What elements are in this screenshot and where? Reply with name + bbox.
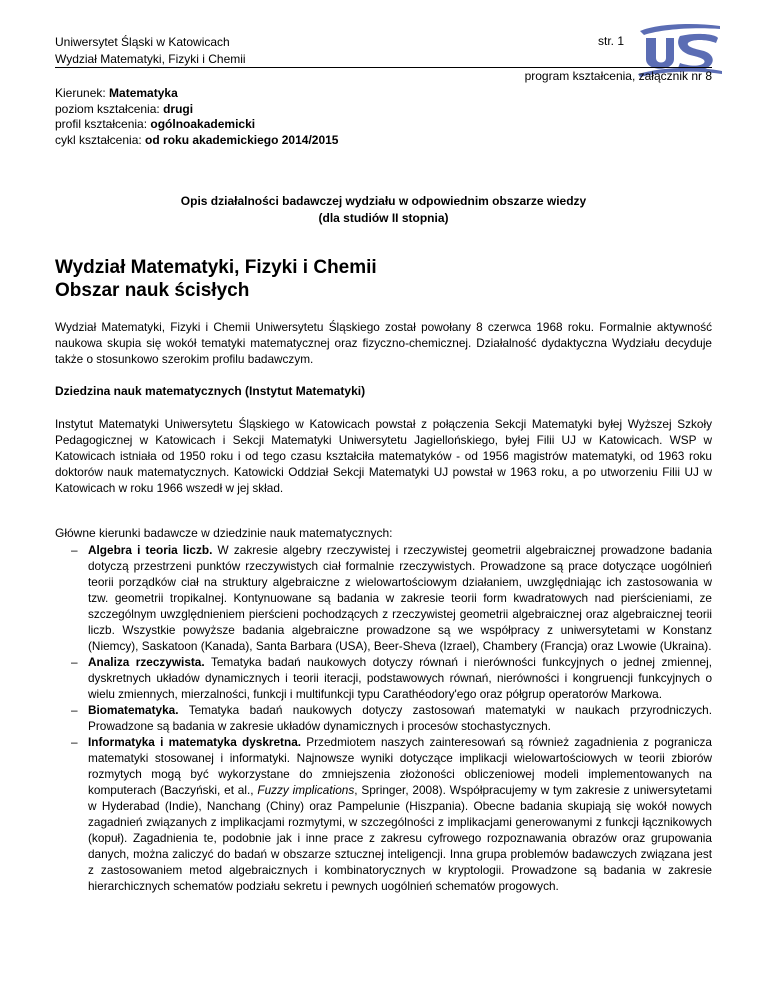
university-name: Uniwersytet Śląski w Katowicach <box>55 35 230 49</box>
logo-letter-u <box>646 38 674 69</box>
logo-swoosh-top <box>640 24 720 35</box>
research-directions-list <box>55 542 712 894</box>
section-main-heading: Wydział Matematyki, Fizyki i Chemii Obszar nauk ścisłych <box>55 257 377 301</box>
program-metadata <box>55 86 338 148</box>
list-item: – Informatyka i matematyka dyskretna. Przedmiotem naszych zainteresowań są również zagadnienia z pogranicza matematyki stosowanej i informatyki. Najnowsze wyniki dotyczące implikacji wielowartościowych w teorii zbiorów rozmytych mogą być wykorzystane do zmniejszenia złożoności obliczeniowej modeli implementowanych na komputerach (Baczyński, et al., Fuzzy implications, Springer, 2008). Współpracujemy w tym zakresie z uniwersytetami w Hyderabad (Indie), Nanchang (Chiny) oraz Pampelunie (Hiszpania). Obecne badania skupiają się wokół nowych zagadnień związanych z implikacjami rozmytymi, w szczególności z implikacjami generowanymi z funkcji łącznikowych (kopuł). Zagadnienia te, podobnie jak i inne prace z zakresu cyfrowego rozpoznawania obrazów oraz grupowania danych, można zaliczyć do badań w obszarze sztucznej inteligencji. Inna grupa problemów badawczych związana jest z zastosowaniem metod algebraicznych i kombinatorycznych w kryptologii. Prowadzone są badania w zakresie hierarchicznych schematów podziału sekretu i pewnych uogólnień schematów progowych. <box>71 735 712 893</box>
faculty-name: Wydział Matematyki, Fizyki i Chemii <box>55 52 246 66</box>
page-header-left <box>55 34 246 68</box>
list-bullet: – <box>71 655 78 669</box>
list-bullet: – <box>71 543 78 557</box>
intro-paragraph: Wydział Matematyki, Fizyki i Chemii Uniwersytetu Śląskiego został powołany 8 czerwca 1968 roku. Formalnie aktywność naukowa skupia się wokół tematyki matematycznej oraz fizyczno-chemicznej. Działalność dydaktyczna Wydziału decyduje także o stosunkowo szerokim profilu badawczym. <box>55 320 712 366</box>
document-title: Opis działalności badawczej wydziału w odpowiednim obszarze wiedzy (dla studiów II stopnia) <box>180 194 587 225</box>
page-number: str. 1 <box>598 34 625 48</box>
meta-profil: profil kształcenia: ogólnoakademicki <box>55 117 256 131</box>
meta-poziom: poziom kształcenia: drugi <box>55 101 194 116</box>
meta-kierunek: Kierunek: Matematyka <box>55 86 178 100</box>
logo-letter-s <box>678 34 718 71</box>
meta-cykl: cykl kształcenia: od roku akademickiego 2014/2015 <box>55 132 339 147</box>
list-item: – Analiza rzeczywista. Tematyka badań naukowych dotyczy równań i nierówności funkcyjnych o jednej zmiennej, dyskretnych układów dynamicznych i teorii iteracji, podstawowych równań, nierówności i kongruencji funkcyjnych o wielu zmiennych, mierzalności, funkcji i multifunkcji typu Carathéodory'ego oraz półgrup operatorów Markowa. <box>71 655 712 701</box>
list-bullet: – <box>71 703 78 717</box>
directions-intro: Główne kierunki badawcze w dziedzinie nauk matematycznych: <box>55 526 393 540</box>
attachment-note: program kształcenia, załącznik nr 8 <box>524 69 712 83</box>
list-item: – Biomatematyka. Tematyka badań naukowych dotyczy zastosowań matematyki w naukach przyrodniczych. Prowadzone są badania w zakresie układów dynamicznych i procesów stochastycznych. <box>71 703 712 733</box>
list-bullet: – <box>71 735 78 749</box>
header-divider <box>55 67 712 68</box>
institute-paragraph: Instytut Matematyki Uniwersytetu Śląskiego w Katowicach powstał z połączenia Sekcji Matematyki byłej Wyższej Szkoły Pedagogicznej w Katowicach i Sekcji Matematyki Uniwersytetu Jagiellońskiego, byłej Filii UJ w Katowicach. WSP w Katowicach istniała od 1950 roku i od tego czasu kształciła matematyków - od 1956 magistrów matematyki, od 1963 roku doktorów nauk matematycznych. Katowicki Oddział Sekcji Matematyki UJ powstał w 1963 roku, a po utworzeniu Filii UJ w Katowicach w roku 1966 wszedł w jej skład. <box>55 417 712 495</box>
list-item: – Algebra i teoria liczb. W zakresie algebry rzeczywistej i rzeczywistej geometrii algebraicznej prowadzone badania dotyczą przestrzeni punktów rzeczywistych ciał formalnie rzeczywistych. Prowadzone są prace dotyczące uogólnień teorii porządków ciał na struktury algebraiczne z wielowartościowym działaniem, uwzględniając ich zastosowania w tzw. geometrii tropikalnej. Kontynuowane są badania w zakresie teorii form kwadratowych nad pierścieniami, ze szczególnym uwzględnieniem pierścieni pochodzących z rzeczywistej geometrii algebraicznej oraz algebraicznej teorii liczb. Wszystkie powyższe badania algebraiczne prowadzone są we współpracy z uniwersytetami w Konstanz (Niemcy), Saskatoon (Kanada), Santa Barbara (USA), Beer-Sheva (Izrael), Chambery (Francja) oraz Lwowie (Ukraina). <box>71 543 713 653</box>
subsection-heading: Dziedzina nauk matematycznych (Instytut Matematyki) <box>55 384 366 398</box>
